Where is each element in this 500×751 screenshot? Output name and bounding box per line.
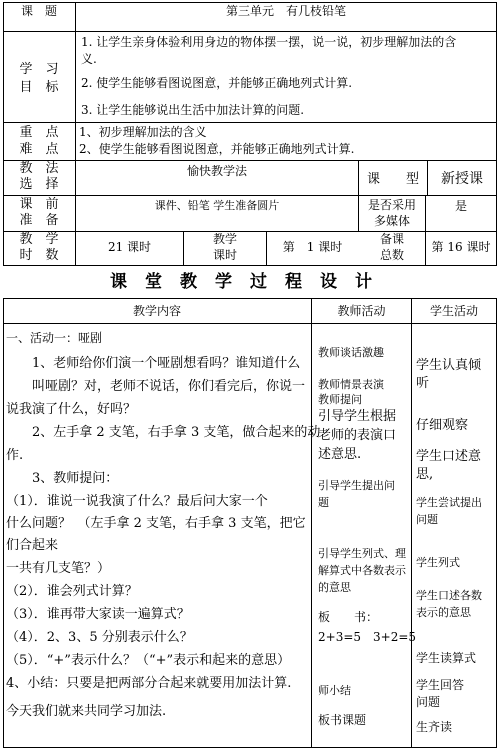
student-line: 学生口述意 xyxy=(416,449,482,464)
teacher-line: 师小结 xyxy=(318,684,351,697)
teacher-line: 板 书： xyxy=(318,610,379,624)
jxks-label-1: 教学 xyxy=(212,232,237,246)
student-line: 学生读算式 xyxy=(416,651,477,665)
xuexi-label-1: 学 习 xyxy=(19,62,59,77)
rule xyxy=(311,298,312,747)
teacher-line: 引导学生根据 xyxy=(318,409,397,424)
content-line: 叫哑剧？对，老师不说话，你们看完后，你说一 xyxy=(6,379,306,394)
student-line: 学生尝试提出 xyxy=(416,496,482,509)
content-line: 3、教师提问： xyxy=(6,471,119,486)
beike-value: 第 16 课时 xyxy=(431,240,491,254)
teacher-line: 解算式中各数表示 xyxy=(318,564,406,577)
kexing-value: 新授课 xyxy=(441,171,483,187)
rule xyxy=(3,747,497,748)
content-line: （5）．“+”表示什么？（“+”表示和起来的意思） xyxy=(6,653,291,668)
content-line: （3）．谁再带大家读一遍算式？ xyxy=(6,607,190,622)
design-title: 课堂教学过程设计 xyxy=(110,272,390,292)
teacher-line: 引导学生列式、理 xyxy=(318,547,406,560)
column-header-teacher: 教师活动 xyxy=(337,304,386,318)
content-line: 今天我们就来共同学习加法. xyxy=(6,704,167,719)
rule xyxy=(3,195,497,196)
rule xyxy=(3,160,497,161)
student-line: 学生认真倾 xyxy=(416,358,482,373)
teacher-line: 2+3=5 3+2=5 xyxy=(318,630,417,644)
content-line: 作. xyxy=(6,448,24,463)
kqzb-label-1: 课 前 xyxy=(19,197,59,212)
jiaofa-value: 愉快教学法 xyxy=(186,164,247,178)
rule xyxy=(496,2,497,265)
content-line: 4、小结：只要是把两部分合起来就要用加法计算. xyxy=(6,676,292,691)
jxsh-label-2: 时 数 xyxy=(19,248,59,263)
beike-label-1: 备课 xyxy=(379,232,404,246)
content-line: 一共有几支笔？） xyxy=(6,561,111,576)
content-line: 说我演了什么，好吗？ xyxy=(6,402,137,417)
teacher-line: 教师提问 xyxy=(318,393,362,406)
content-line: 1、老师给你们演一个哑剧想看吗？谁知道什么 xyxy=(6,356,301,371)
jxsh-value: 21 课时 xyxy=(107,240,152,254)
teacher-line: 述意思. xyxy=(318,447,362,462)
content-line: 什么问题？ （左手拿 2 支笔，右手拿 3 支笔，把它 xyxy=(6,516,306,531)
kqzb-label-2: 准 备 xyxy=(19,213,59,228)
zhongnan-line: 1、初步理解加法的含义 xyxy=(79,125,207,139)
jxks-label-2: 课时 xyxy=(212,248,237,262)
rule xyxy=(411,298,412,747)
keti-label: 课 题 xyxy=(20,4,57,18)
content-line: 2、左手拿 2 支笔，右手拿 3 支笔，做合起来的动 xyxy=(6,425,321,440)
student-line: 思, xyxy=(416,467,434,482)
content-line: （2）．谁会列式计算？ xyxy=(6,584,138,599)
jiaofa-label-2: 选 择 xyxy=(19,177,59,192)
xuexi-label-2: 目 标 xyxy=(19,80,59,95)
teacher-line: 教师谈话激趣 xyxy=(318,346,384,359)
zhongnan-label-2: 难 点 xyxy=(19,142,59,157)
rule xyxy=(75,2,76,265)
content-line: 们合起来 xyxy=(6,538,59,553)
teacher-line: 教师情景表演 xyxy=(318,378,384,391)
teacher-line: 题 xyxy=(318,496,329,509)
student-line: 学生口述各数 xyxy=(416,589,482,602)
column-header-content: 教学内容 xyxy=(132,304,181,318)
teacher-line: 的意思 xyxy=(318,581,351,594)
kexing-label: 课 型 xyxy=(366,172,419,187)
goal-line: 2. 使学生能够看图说图意，并能够正确地列式计算. xyxy=(81,76,353,90)
student-line: 学生列式 xyxy=(416,556,460,569)
rule xyxy=(3,122,497,123)
meiti-value: 是 xyxy=(454,199,467,213)
column-header-student: 学生活动 xyxy=(429,304,478,318)
rule xyxy=(3,2,497,3)
student-line: 学生回答 xyxy=(416,678,465,692)
goal-line: 1. 让学生亲身体验利用身边的物体摆一摆，说一说，初步理解加法的含 xyxy=(81,35,457,49)
jiaofa-label-1: 教 法 xyxy=(19,161,59,176)
rule xyxy=(3,323,497,324)
rule xyxy=(3,298,497,299)
beike-label-2: 总数 xyxy=(379,248,404,262)
content-line: （1）．谁说一说我演了什么？最后问大家一个 xyxy=(6,494,268,509)
rule xyxy=(3,265,497,266)
teacher-line: 老师的表演口 xyxy=(318,428,397,443)
student-line: 生齐读 xyxy=(416,720,453,734)
rule xyxy=(3,298,4,747)
meiti-label-1: 是否采用 xyxy=(367,198,416,212)
rule xyxy=(3,31,497,32)
goal-line: 义. xyxy=(81,52,97,66)
student-line: 听 xyxy=(416,376,430,391)
student-line: 问题 xyxy=(416,695,441,709)
content-line: 一、活动一：哑剧 xyxy=(6,331,103,345)
student-line: 仔细观察 xyxy=(416,418,469,433)
zhongnan-line: 2、使学生能够看图说图意，并能够正确地列式计算. xyxy=(79,142,355,156)
student-line: 问题 xyxy=(416,513,438,526)
jxks-value: 第 1 课时 xyxy=(282,240,343,254)
teacher-line: 引导学生提出问 xyxy=(318,479,395,492)
goal-line: 3. 让学生能够说出生活中加法计算的问题. xyxy=(81,103,305,117)
content-line: （4）．2、3、5 分别表示什么？ xyxy=(6,630,193,645)
keti-value: 第三单元 有几枝铅笔 xyxy=(225,4,346,18)
meiti-label-2: 多媒体 xyxy=(373,214,410,228)
rule xyxy=(496,298,497,747)
teacher-line: 板书课题 xyxy=(318,713,367,727)
student-line: 表示的意思 xyxy=(416,606,471,619)
zhongnan-label-1: 重 点 xyxy=(19,125,59,140)
jxsh-label-1: 教 学 xyxy=(19,232,59,247)
kqzb-value: 课件、铅笔 学生准备圆片 xyxy=(154,199,280,212)
